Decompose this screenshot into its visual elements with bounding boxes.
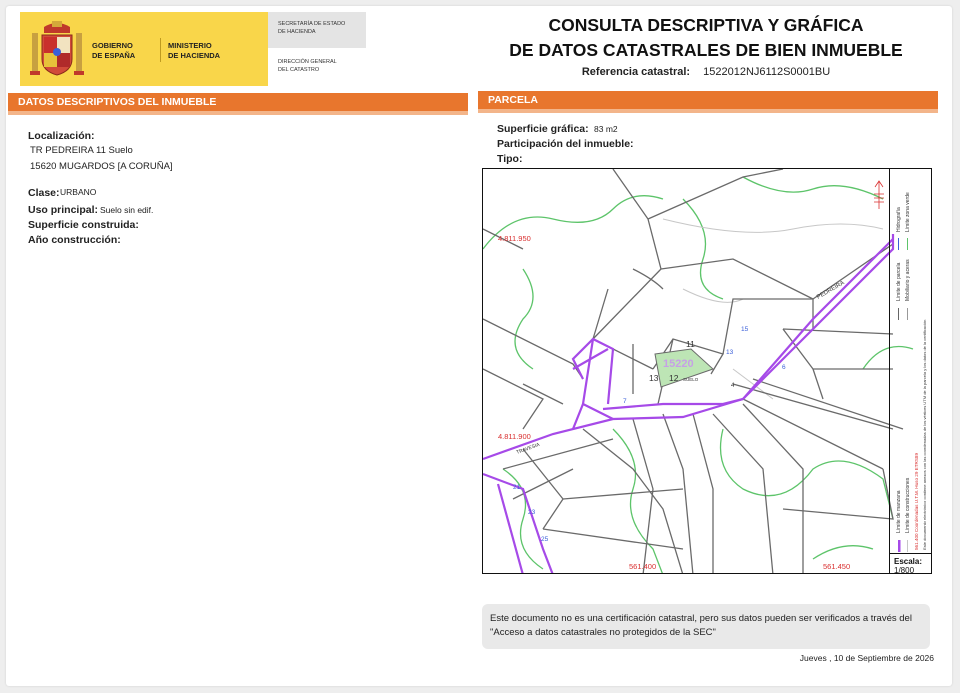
house-number-23: 23 <box>528 509 536 516</box>
logo-divider <box>160 38 161 62</box>
section-header-datos: DATOS DESCRIPTIVOS DEL INMUEBLE <box>8 93 468 111</box>
superficie-grafica-label: Superficie gráfica: <box>497 123 589 135</box>
uso-label: Uso principal: <box>28 204 99 216</box>
house-number-13: 13 <box>726 349 734 356</box>
house-number-21: 21 <box>513 484 521 491</box>
escala-value: 1/800 <box>894 566 915 575</box>
legend-hidrografia-text: Hidrografía <box>896 207 902 232</box>
tipo-label: Tipo: <box>497 153 523 165</box>
coord-x-2: 561.450 <box>823 562 851 571</box>
escala-label: Escala: <box>894 557 923 566</box>
legend-parcela-text: Límite de parcela <box>896 262 902 301</box>
coord-x-1: 561.400 <box>629 562 657 571</box>
superficie-construida-label: Superficie construida: <box>28 219 139 231</box>
disclaimer-text: Este documento no es una certificación catastral, pero sus datos pueden ser verificados a través del "Acceso a datos catastrales no protegidos de la SEC" <box>490 613 912 638</box>
title-line-1: CONSULTA DESCRIPTIVA Y GRÁFICA <box>548 15 864 35</box>
coord-y-1: 4.811.950 <box>498 234 531 243</box>
government-logo <box>20 12 268 86</box>
street-travesia-label: TRAVESIA <box>515 441 541 456</box>
cadastral-map[interactable] <box>482 168 932 574</box>
legend-manzana-text: Límite de manzana <box>896 490 902 533</box>
legend-mobiliario-text: Mobiliario y aceras <box>905 259 911 301</box>
referencia-value: 1522012NJ6112S0001BU <box>703 66 831 78</box>
lot-12-label: 12 <box>669 373 679 383</box>
secretaria-text: SECRETARÍA DE ESTADO DE HACIENDA <box>278 21 346 35</box>
house-number-4: 4 <box>731 383 735 389</box>
escala-divider <box>889 553 932 554</box>
lot-13-label: 13 <box>649 373 659 383</box>
section-header-parcela: PARCELA <box>478 91 938 109</box>
house-number-15: 15 <box>741 326 749 333</box>
legend-zona-verde-text: Límite zona verde <box>905 192 911 232</box>
coat-of-arms-icon <box>30 19 84 79</box>
house-number-7: 7 <box>623 398 627 405</box>
superficie-grafica-value: 83 m2 <box>594 124 618 134</box>
localizacion-label: Localización: <box>28 130 95 142</box>
suelo-label: SUELO <box>683 377 699 382</box>
disclaimer-box <box>482 604 930 649</box>
document-title <box>504 13 908 63</box>
street-pedreira-label: PEDREIRA <box>816 280 846 301</box>
direccion-general-text: DIRECCIÓN GENERAL DEL CATASTRO <box>278 59 337 73</box>
logo-ministerio-text: MINISTERIO DE HACIENDA <box>168 41 221 60</box>
section-bar-shadow-left <box>8 111 468 115</box>
address-line-1: TR PEDREIRA 11 Suelo <box>30 145 133 156</box>
house-number-6: 6 <box>782 364 786 371</box>
referencia-label: Referencia catastral: <box>581 66 691 78</box>
logo-gobierno-text: GOBIERNO DE ESPAÑA <box>92 41 136 60</box>
ano-construccion-label: Año construcción: <box>28 234 121 246</box>
legend-coordenadas-text: 561.400 Coordenadas U.T.M. Huso 29 ETRS89 <box>914 452 919 550</box>
referencia-row <box>504 66 908 78</box>
uso-value: Suelo sin edif. <box>100 205 154 215</box>
house-number-25: 25 <box>541 536 549 543</box>
clase-value: URBANO <box>60 187 97 197</box>
map-drawing <box>483 169 932 574</box>
clase-label: Clase: <box>28 187 60 199</box>
legend-note-text: Este documento electrónico contiene anexos con las coordenadas de los vértices UTM de la parcela y los datos de la certificación <box>922 319 927 550</box>
map-legend <box>889 168 932 574</box>
address-line-2: 15620 MUGARDOS [A CORUÑA] <box>30 161 173 172</box>
parcel-number-label: 15220 <box>663 358 694 370</box>
title-line-2: DE DATOS CATASTRALES DE BIEN INMUEBLE <box>509 40 903 60</box>
coord-y-2: 4.811.900 <box>498 432 531 441</box>
legend-construcciones-text: Límite de construcciones <box>905 477 911 533</box>
participacion-label: Participación del inmueble: <box>497 138 634 150</box>
section-bar-shadow-right <box>478 109 938 113</box>
document-date: Jueves , 10 de Septiembre de 2026 <box>799 653 934 663</box>
lot-11-label: 11 <box>686 339 695 349</box>
